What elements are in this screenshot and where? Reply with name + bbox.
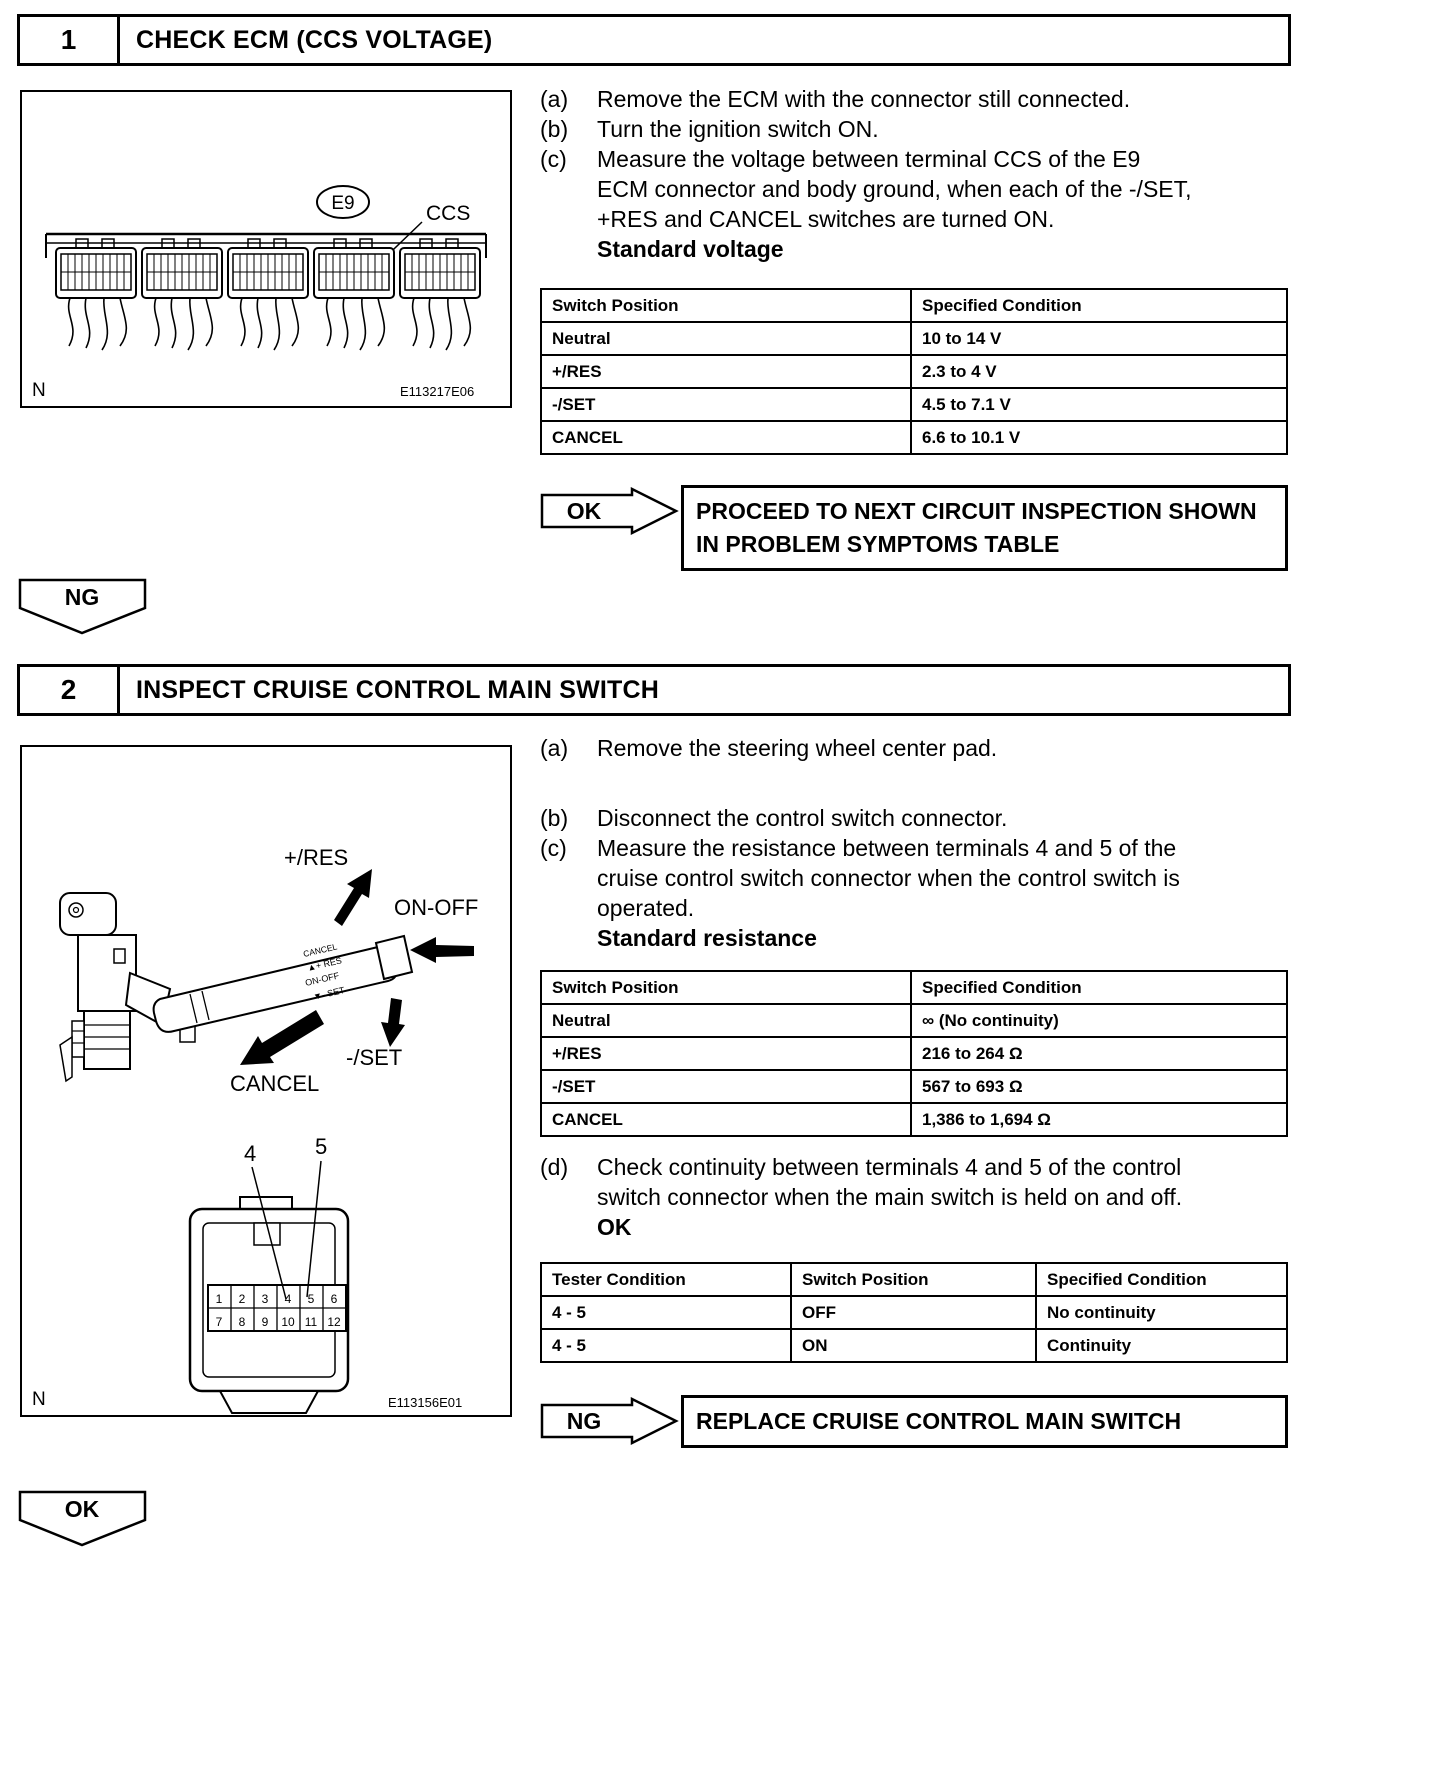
- pin-number: 11: [304, 1315, 318, 1329]
- header-cell: Switch Position: [541, 289, 911, 322]
- set-direction-arrow: [381, 998, 405, 1047]
- instruction-letter: (b): [540, 805, 569, 831]
- res-direction-arrow: [334, 869, 372, 926]
- instruction-b: [540, 803, 1288, 833]
- step2-number: 2: [20, 667, 120, 713]
- standard-voltage-title: Standard voltage: [597, 236, 784, 262]
- cell-specified-condition: 567 to 693 Ω: [911, 1070, 1287, 1103]
- step1-header: [17, 14, 1291, 66]
- table-row: [541, 1296, 1287, 1329]
- ng-flag-label: NG: [566, 1408, 602, 1434]
- standard-voltage-table: [540, 288, 1288, 455]
- instruction-letter: (c): [540, 146, 567, 172]
- instruction-c: [540, 144, 1288, 234]
- instruction-a: [540, 733, 1288, 763]
- ng-flag-arrow: [540, 1397, 680, 1445]
- ecm-connector-figure: [22, 92, 510, 406]
- figure2-note-n: N: [32, 1389, 46, 1410]
- table-header-row: [541, 971, 1287, 1004]
- pin-number: 2: [238, 1292, 246, 1306]
- cell-tester-condition: 4 - 5: [541, 1296, 791, 1329]
- step2-title: INSPECT CRUISE CONTROL MAIN SWITCH: [136, 675, 660, 704]
- standard-resistance-title: Standard resistance: [597, 925, 817, 951]
- instruction-text: Remove the steering wheel center pad.: [597, 735, 998, 761]
- callout-terminal-5: 5: [315, 1134, 328, 1159]
- cancel-direction-arrow: [240, 1010, 324, 1065]
- continuity-table: [540, 1262, 1288, 1363]
- pin-number: 6: [330, 1292, 338, 1306]
- ok-branch-label: OK: [64, 1496, 100, 1522]
- instruction-c: [540, 833, 1288, 923]
- cell-switch-position: CANCEL: [541, 1103, 911, 1136]
- figure-label-onoff: ON-OFF: [394, 895, 479, 920]
- standard-resistance-table: [540, 970, 1288, 1137]
- cell-specified-condition: 1,386 to 1,694 Ω: [911, 1103, 1287, 1136]
- instruction-text: Remove the ECM with the connector still connected.: [597, 86, 1131, 112]
- switch-bracket: [60, 893, 170, 1081]
- table-row: [541, 355, 1287, 388]
- step1-number: 1: [20, 17, 120, 63]
- instruction-a: [540, 84, 1288, 114]
- cell-specified-condition: ∞ (No continuity): [911, 1004, 1287, 1037]
- callout-terminal-4: 4: [244, 1141, 257, 1166]
- pin-number: 8: [238, 1315, 246, 1329]
- control-stalk: [154, 946, 397, 1032]
- step1-content: [540, 84, 1288, 571]
- instruction-b: [540, 114, 1288, 144]
- table-row: [541, 1004, 1287, 1037]
- cell-specified-condition: 6.6 to 10.1 V: [911, 421, 1287, 454]
- instruction-letter: (a): [540, 86, 569, 112]
- pin-number: 3: [261, 1292, 269, 1306]
- table-row: [541, 1070, 1287, 1103]
- instruction-text: Turn the ignition switch ON.: [597, 116, 879, 142]
- step2-header: [17, 664, 1291, 716]
- header-cell: Specified Condition: [911, 971, 1287, 1004]
- cell-switch-position: +/RES: [541, 1037, 911, 1070]
- stalk-label-onoff: ON-OFF: [304, 970, 341, 988]
- header-cell: Switch Position: [541, 971, 911, 1004]
- figure-label-res: +/RES: [284, 845, 349, 870]
- step1-result-action: PROCEED TO NEXT CIRCUIT INSPECTION SHOWN IN PROBLEM SYMPTOMS TABLE: [681, 485, 1288, 571]
- table-header-row: [541, 1263, 1287, 1296]
- pin-number: 4: [284, 1292, 292, 1306]
- instruction-text: Disconnect the control switch connector.: [597, 805, 1008, 831]
- table-row: [541, 1329, 1287, 1362]
- table-header-row: [541, 289, 1287, 322]
- cell-switch-position: +/RES: [541, 355, 911, 388]
- table-row: [541, 322, 1287, 355]
- figure-label-e9: E9: [331, 193, 355, 214]
- table-row: [541, 1037, 1287, 1070]
- ok-subtitle: OK: [597, 1214, 632, 1240]
- pin-number: 12: [327, 1315, 341, 1329]
- cell-switch-position: CANCEL: [541, 421, 911, 454]
- cell-switch-position: OFF: [791, 1296, 1036, 1329]
- ng-branch-label: NG: [64, 584, 100, 610]
- cruise-switch-figure-box: [20, 745, 512, 1417]
- figure2-id: E113156E01: [388, 1395, 463, 1410]
- cell-switch-position: Neutral: [541, 1004, 911, 1037]
- instruction-letter: (d): [540, 1154, 569, 1180]
- pin-number: 5: [307, 1292, 315, 1306]
- pin-number: 10: [281, 1315, 295, 1329]
- table-row: [541, 388, 1287, 421]
- instruction-text: Measure the resistance between terminals 4 and 5 of the cruise control switch connector when the control switch is operated.: [597, 835, 1180, 921]
- figure-label-set: -/SET: [346, 1045, 403, 1070]
- ecm-connector-5: [400, 239, 480, 350]
- instruction-letter: (b): [540, 116, 569, 142]
- header-cell: Switch Position: [791, 1263, 1036, 1296]
- pin-number: 1: [215, 1292, 223, 1306]
- step2-content: [540, 733, 1288, 1448]
- cell-specified-condition: 4.5 to 7.1 V: [911, 388, 1287, 421]
- step2-result-action: REPLACE CRUISE CONTROL MAIN SWITCH: [681, 1395, 1288, 1448]
- cell-specified-condition: No continuity: [1036, 1296, 1287, 1329]
- instruction-text: Measure the voltage between terminal CCS of the E9 ECM connector and body ground, when each of the -/SET, +RES and CANCEL switches are turned ON.: [597, 146, 1192, 232]
- ecm-connector-3: [228, 239, 308, 350]
- ng-branch-flag: [18, 578, 148, 636]
- header-cell: Specified Condition: [1036, 1263, 1287, 1296]
- ecm-connector-1: [56, 239, 136, 350]
- cell-tester-condition: 4 - 5: [541, 1329, 791, 1362]
- cell-switch-position: ON: [791, 1329, 1036, 1362]
- header-cell: Specified Condition: [911, 289, 1287, 322]
- onoff-direction-arrow: [410, 937, 474, 963]
- ok-flag-label: OK: [566, 498, 602, 524]
- figure1-note-n: N: [32, 380, 46, 401]
- figure-label-ccs: CCS: [426, 202, 471, 225]
- instruction-text: Check continuity between terminals 4 and 5 of the control switch connector when the main switch is held on and off.: [597, 1154, 1183, 1210]
- ng-result-row: [540, 1395, 1288, 1448]
- pin-number: 9: [261, 1315, 269, 1329]
- instruction-letter: (c): [540, 835, 567, 861]
- ok-flag-arrow: [540, 487, 680, 535]
- cell-switch-position: -/SET: [541, 1070, 911, 1103]
- cell-switch-position: -/SET: [541, 388, 911, 421]
- table-row: [541, 421, 1287, 454]
- cell-specified-condition: 216 to 264 Ω: [911, 1037, 1287, 1070]
- step1-title: CHECK ECM (CCS VOLTAGE): [136, 25, 493, 54]
- ok-result-row: [540, 485, 1288, 571]
- header-cell: Tester Condition: [541, 1263, 791, 1296]
- ecm-connector-4: [314, 239, 394, 350]
- instruction-letter: (a): [540, 735, 569, 761]
- cell-specified-condition: 10 to 14 V: [911, 322, 1287, 355]
- cruise-switch-figure: [22, 747, 510, 1415]
- cell-switch-position: Neutral: [541, 322, 911, 355]
- figure-label-cancel: CANCEL: [230, 1071, 320, 1096]
- instruction-d: [540, 1152, 1288, 1212]
- stalk-label-res: ▲+ RES: [306, 955, 343, 973]
- ecm-connector-2: [142, 239, 222, 350]
- cell-specified-condition: 2.3 to 4 V: [911, 355, 1287, 388]
- table-row: [541, 1103, 1287, 1136]
- ok-branch-flag: [18, 1490, 148, 1548]
- pin-number: 7: [215, 1315, 223, 1329]
- switch-connector: [190, 1197, 348, 1413]
- stalk-label-cancel: CANCEL: [302, 941, 339, 959]
- figure1-id: E113217E06: [400, 384, 475, 399]
- cell-specified-condition: Continuity: [1036, 1329, 1287, 1362]
- stalk-label-set: ▼- SET: [312, 985, 346, 1002]
- ecm-figure-box: [20, 90, 512, 408]
